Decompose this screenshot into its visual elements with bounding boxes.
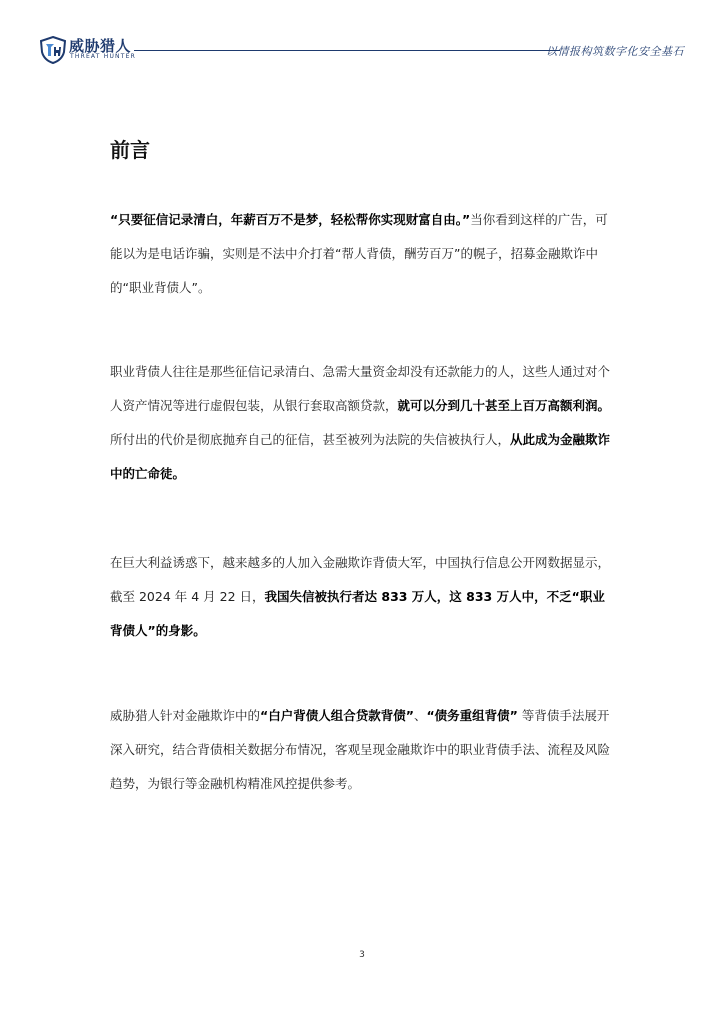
logo-text-en: THREAT HUNTER	[70, 53, 136, 60]
page-title: 前言	[110, 138, 150, 162]
paragraph-4-text-a: 威胁猎人针对金融欺诈中的	[110, 708, 261, 723]
paragraph-3-bold: 我国失信被执行者达 833 万人，这 833 万人中，不乏“职业背债人”的身影。	[110, 589, 605, 638]
paragraph-2	[110, 355, 616, 491]
paragraph-1-text: 当你看到这样的广告，可能以为是电话诈骗，实则是不法中介打着“帮人背债，酬劳百万”的幌子，招募金融欺诈中的“职业背债人”。	[110, 212, 608, 295]
paragraph-4	[110, 699, 616, 801]
paragraph-3-text: 在巨大利益诱惑下，越来越多的人加入金融欺诈背债大军，中国执行信息公开网数据显示，截至 2024 年 4 月 22 日，	[110, 555, 611, 604]
paragraph-3	[110, 546, 616, 648]
paragraph-1	[110, 203, 616, 305]
threat-hunter-logo	[40, 34, 136, 68]
paragraph-2-bold-b: 从此成为金融欺诈中的亡命徒。	[110, 432, 611, 481]
page-number: 3	[359, 950, 365, 960]
header-divider	[134, 50, 560, 51]
logo-text-cn: 威胁猎人	[69, 37, 132, 55]
paragraph-2-text-a: 职业背债人往往是那些征信记录清白、急需大量资金却没有还款能力的人，这些人通过对个人资产情况等进行虚假包装，从银行套取高额贷款，	[110, 364, 611, 413]
shield-logo-icon	[40, 36, 66, 64]
quote-bold: “只要征信记录清白，年薪百万不是梦，轻松帮你实现财富自由。”	[110, 212, 471, 227]
paragraph-4-bold-a: “白户背债人组合贷款背债”	[260, 708, 414, 723]
header-slogan: 以情报构筑数字化安全基石	[546, 45, 684, 58]
paragraph-4-bold-b: “债务重组背债”	[426, 708, 518, 723]
paragraph-4-text-b: 等背债手法展开深入研究，结合背债相关数据分布情况，客观呈现金融欺诈中的职业背债手法、流程及风险趋势，为银行等金融机构精准风控提供参考。	[110, 708, 611, 791]
paragraph-2-bold-a: 就可以分到几十甚至上百万高额利润。	[397, 398, 611, 413]
paragraph-2-text-b: 所付出的代价是彻底抛弃自己的征信，甚至被列为法院的失信被执行人，	[110, 432, 511, 447]
page-header	[40, 34, 684, 68]
paragraph-4-sep: 、	[413, 708, 427, 723]
